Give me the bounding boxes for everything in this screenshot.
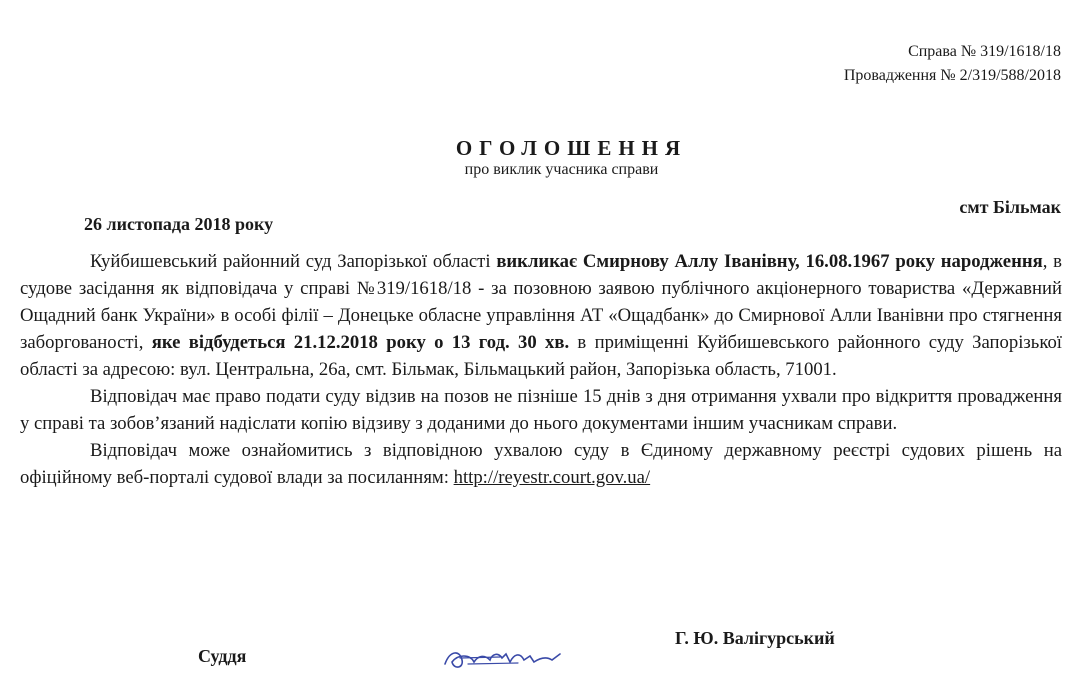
- paragraph-rights: Відповідач має право подати суду відзив на позов не пізніше 15 днів з дня отримання ухвали про відкриття провадження у справі та зобов’язаний надіслати копію відзиву з доданими до нього документами іншим учасникам справи.: [20, 386, 1062, 434]
- case-info: [844, 40, 1061, 88]
- announcement-body: [20, 248, 1062, 491]
- signature-icon: [440, 640, 570, 681]
- paragraph1-text-1: Куйбишевський районний суд Запорізької області: [90, 251, 497, 272]
- judge-label: Суддя: [198, 646, 247, 666]
- document-date: 26 листопада 2018 року: [84, 214, 274, 234]
- paragraph1-text-3: в приміщенні Куйбишевського районного суду Запорізької області за адресою: вул. Центральна, 26а, смт. Більмак, Більмацький район, Запорізька область, 71001.: [20, 332, 1062, 380]
- page-subtitle: про виклик учасника справи: [464, 161, 659, 178]
- proceeding-number: Провадження № 2/319/588/2018: [843, 67, 1061, 84]
- paragraph1-bold-2: яке відбудеться 21.12.2018 року о 13 год. 30 хв.: [151, 332, 570, 353]
- title-block: [0, 136, 1083, 179]
- paragraph1-text-2: , в судове засідання як відповідача у справі №319/1618/18 - за позовною заявою публічного акціонерного товариства «Державний Ощадний банк України» в особі філії – Донецьке обласне управління АТ «Ощадбанк» до Смирнової Алли Іванівни про стягнення заборгованості,: [20, 251, 1063, 353]
- paragraph-summons: [20, 248, 1062, 383]
- case-number: Справа № 319/1618/18: [908, 43, 1061, 60]
- paragraph-registry: [20, 437, 1062, 491]
- registry-link[interactable]: http://reyestr.court.gov.ua/: [453, 467, 651, 488]
- judge-name: Г. Ю. Валігурський: [675, 628, 835, 648]
- paragraph1-bold-1: викликає Смирнову Аллу Іванівну, 16.08.1967 року народження: [496, 251, 1043, 272]
- paragraph3-text: Відповідач може ознайомитись з відповідною ухвалою суду в Єдиному державному реєстрі судових рішень на офіційному веб-порталі судової влади за посиланням:: [20, 440, 1062, 488]
- place: смт Більмак: [959, 197, 1061, 217]
- page-title: ОГОЛОШЕННЯ: [455, 136, 688, 160]
